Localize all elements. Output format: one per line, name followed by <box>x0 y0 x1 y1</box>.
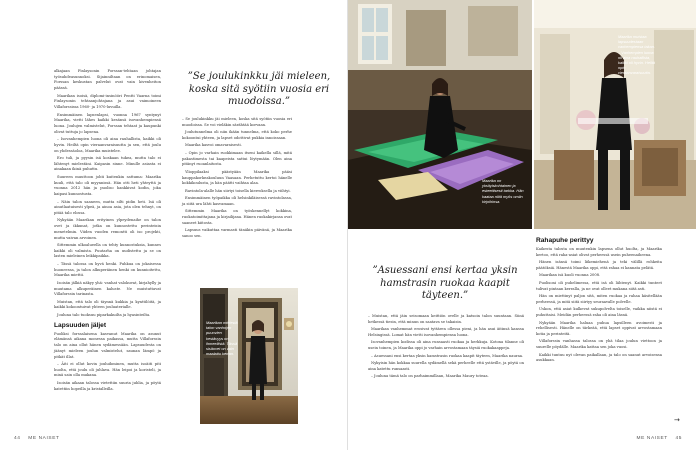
magazine-name: ME NAISET <box>28 436 60 441</box>
kitchen-photo-caption: Maarika on yksityiskohtainen ja esteettisesti tarkka. Hän kaataa niitä myös omiin kirjoihinsa. <box>482 178 524 204</box>
paragraph: – Se joulukinkku jäi mieleen, koska sitä syötiin vuosia eri muodoissa. Se voi vieläkin särähtää korvaan. <box>182 117 292 127</box>
doorway-photo <box>200 288 298 424</box>
paragraph: Kaikki tuntuu nyt olevan paikallaan, ja talo on saanut arvoisensa asukkaan. <box>536 352 662 363</box>
paragraph: Sittemmin ulkoalueella on tehty kunnostuksia, kunnes kaikki oli valmista. Puutarha on uudistettu ja se on lasten mieleinen leikkipaikka. <box>54 243 161 259</box>
portrait-photo-image <box>534 0 696 229</box>
paragraph: Uskon, että asiat kulkevat sukupolvelta toiselle, vaikka niistä ei puhuttaisi. Meidän perheessä raha oli aina läsnä. <box>536 307 662 318</box>
paragraph: – Isovanhempien luona oli aina rauhallista, kaikki oli hyvin. Heiltä opin vieraanvaraisuutta ja sen, että joulu on yhdessäoloa, Maarika muistelee. <box>54 137 161 153</box>
paragraph: Muistan, että talo oli täynnä kukkia ja kynttilöitä, ja kaikki kokoontuivat yhteen jouluaterialle. <box>54 299 161 310</box>
section-subhead-right: Rahapuhe perittyy <box>536 237 594 244</box>
paragraph: Ravintola-alalle hän siirtyi toisella kierroksella ja viihtyi. <box>185 188 291 193</box>
page-number: 44 <box>14 436 21 441</box>
paragraph: – Asuessani ensi kertaa yksin hamstrasin ruokaa kaapit täyteen, Maarika nauraa. <box>371 353 524 358</box>
right-column-1 <box>368 314 524 382</box>
paragraph: Ensimmäinen työpaikka oli helsinkiläisessä ravintolassa, ja siitä ura lähti kasvamaan. <box>182 196 292 206</box>
paragraph: Nykyään Maarika haluaa puhua lapsilleen avoimesti ja rehellisesti. Hänelle on tärkeää, että lapset oppivat arvostamaan kotia ja perinteitä. <box>536 320 662 336</box>
paragraph: – Jouluna tämä talo on parhaimmillaan, Maarika Maury toteaa. <box>371 374 489 379</box>
right-footer <box>637 436 682 441</box>
paragraph: Maarikan isoisä, diplomi-insinööri Pentti Vaarna toimi Finlaysonin tehtaanjohtajana ja asui vaimoineen Villaforssissa 1960- ja 1970-luvuilla. <box>54 93 161 110</box>
paragraph: Ero tuli, ja pyysin isä koskaan tukea, mutta talo ei lähtenyt mielestäni. Kaipasin sinne. Minulle asiasta ei ainakaan ikinä puhuttu. <box>54 156 161 172</box>
paragraph: Isoisän aikaan talossa vietettiin suuria juhlia, ja pöytä katettiin hopeilla ja kristalleilla. <box>54 380 161 391</box>
paragraph: alkajaan Finlaysonin Forssan-tehtaan johtajan työsuhdeasunnoksi. Sijainniltaan on erinomaisen, Forssan keskustan palvelut ovat vain kivenheiton päässä. <box>54 69 161 91</box>
next-page-arrow-icon: → <box>674 416 680 424</box>
paragraph: Villaforssin vanhassa talossa on yhä tilaa joulun viettoon ja suurelle pöydälle. Maarika kattaa sen joka vuosi. <box>536 339 662 350</box>
portrait-photo <box>534 0 696 229</box>
paragraph: Nykyisin hän kokkaa suurella sydämellä sekä perheelle että ystäville, ja pöytä on aina katettu runsaasti. <box>368 361 524 371</box>
paragraph: Kaikesta talosta on muutenkin lapsena ollut huolta, ja Maarika kertoo, että raha-asiat olivat perheessä usein puheenaiheena. <box>536 247 662 257</box>
portrait-photo-caption: Maarika muistaa lapsuudestaan vanhempiensa takan. – Vanhempien luona oli aina rauhallista, kaikki oli hyvin. Heiltä opin vieraanvaraisuutta. <box>618 34 655 76</box>
paragraph: Hän on miettinyt paljon sitä, miten ruokaa ja rahaa käsitellään perheessä, ja mitä siitä siirtyy seuraavalle polvelle. <box>536 294 662 304</box>
paragraph: – Äiti ei ollut kovin jouluihminen, mutta isoäiti piti huolta, että joulu oli juhlava. Hän leipoi ja koristeli, ja minä sain olla mukana. <box>54 362 161 378</box>
pull-quote: ”Se joulukinkku jäi mieleen, koska sitä syötiin vuosia eri muodoissa.” <box>187 71 331 107</box>
left-column-2 <box>182 117 292 242</box>
paragraph: Suureen muuttoon johti kuitenkin sattuma: Maarika kuuli, että talo oli myynnissä. Hän otti heti yhteyttä ja vuonna 2012 hän ja puoliso hankkivat kodin, joka kaipasi kunnostusta. <box>54 174 161 197</box>
left-footer <box>14 436 60 441</box>
magazine-name: ME NAISET <box>636 436 668 441</box>
paragraph: Puoliksi forssalaisena kasvanut Maarika on asunut elämänsä aikana monessa paikassa, mutta Villaforssin talo on aina ollut hänen sydämessään. Lapsuudesta on jäänyt mieleen joulun valmistelut, saunan lämpö ja pitkät illat. <box>54 331 161 359</box>
section-subhead: Lapsuuden jäljet <box>54 321 107 329</box>
paragraph: Maarika kasvoi omavaraisesti. <box>185 143 242 148</box>
paragraph: Isoisän jälkiä näkyy yhä: vanhat valokuvat, kirjahylly ja muutama alkuperäinen kaluste. Ne muistuttavat Villaforssin tarinasta. <box>54 280 161 297</box>
paragraph: Joulutunnelma oli niin ikään tunnelma, että koko perhe kokoontui yhteen, ja lapset odottivat pukkia innoissaan. <box>182 130 292 140</box>
paragraph: Lapsuus vaikuttaa varmasti tänäkin päivänä, ja Maarika sanoo sen. <box>182 228 292 239</box>
paragraph: Isovanhempien kodissa oli aina runsaasti ruokaa ja herkkuja. Kotona tilanne oli usein toinen, ja Maarika oppi jo varhain arvostamaan täysiä ruokakaappeja. <box>368 340 524 351</box>
page-number: 45 <box>675 436 682 441</box>
paragraph: – Tässä talossa on hyvä henki. Puhkua on jokaisessa huoneessa, ja talon alkuperäinen henki on kunnioitettu, Maarika miettii. <box>54 261 161 278</box>
paragraph: Ensimmäinen lapsenlapsi, vuonna 1967 syntynyt Maarika, vietti lähes kaikki kesänsä isovanhempiensä luona. Joulujen valmistelut, Forssan tehtaat ja kaupunki olivat tuttuja jo lapsena. <box>54 112 161 134</box>
paragraph: Nykyään Maarikan erityinen ylpeydenaihe on talon ovet ja ikkunat, jotka on kunnostettu perinteisin menetelmin. Viiden vuoden remontti oli iso projekti, mutta vaivan arvoinen. <box>54 218 161 240</box>
paragraph: – Opin jo varhain ruokkimaan itseni kaikella sillä, mitä pakastimesta tai kaapeista sattui löytymään. Olen aina pitänyt ruoanlaitosta. <box>182 150 292 167</box>
paragraph: Maarikan vanhemmat erosivat tyttären ollessa pieni, ja hän asui äitinsä kanssa Helsingissä. Lomat hän vietti isovanhempiensa luona. <box>368 327 524 337</box>
right-page <box>348 0 696 450</box>
paragraph: Jouluna talo tuoksuu piparkakuilta ja hyasinteilta. <box>57 312 151 317</box>
pull-quote-right: ”Asuessani ensi kertaa yksin hamstrasin ruokaa kaapit täyteen.” <box>372 265 518 301</box>
right-column-2 <box>536 234 662 366</box>
paragraph: Puolisoni oli puhelimessa, että isä oli lähtenyt. Kaikki tunteet tulivat pintaan kerralla, ja ne ovat olleet mukana siitä asti. <box>536 280 662 291</box>
left-column-1 <box>54 69 161 394</box>
paragraph: – Näin talon saaneen, mutta silti pidin heti. Isä oli ainutlaatuisesti ylpeä, ja ainoa asia, jota olen tehnyt, on pitää talo elossa. <box>54 199 161 215</box>
paragraph: Ylioppilaaksi päästyään Maarika pääsi kauppakorkeakouluun Vaasaan. Perhetuttu kertoi hänelle kokkikoulusta, ja hän päätti vaihtaa alaa. <box>182 169 292 186</box>
doorway-photo-caption: Maarikan mielestä talon vanhojen puuovien kestävyys on ihmeellistä. Tässä sisäovet on vain maalattu kerran. <box>206 320 238 357</box>
kitchen-table-photo <box>348 0 532 229</box>
paragraph: Hänen isänsä toimi liikemiehenä ja teki välillä rohkeita päätöksiä. Hänestä Maarika oppi, että rahaa ei kannata pelätä. <box>536 260 662 270</box>
paragraph: – Muistan, että jäin seisomaan keittiön ovelle ja katsoin talon suuntaan. Siinä hetkessä tiesin, että minun on saatava se takaisin. <box>368 314 524 324</box>
paragraph: Maarikan isä kuoli vuonna 2008. <box>539 273 601 278</box>
paragraph: Sittemmin Maarika on työskennellyt kokkina, ruokatoimittajana ja kirjailijana. Hänen ruokakirjansa ovat saaneet kiitosta. <box>182 209 292 225</box>
